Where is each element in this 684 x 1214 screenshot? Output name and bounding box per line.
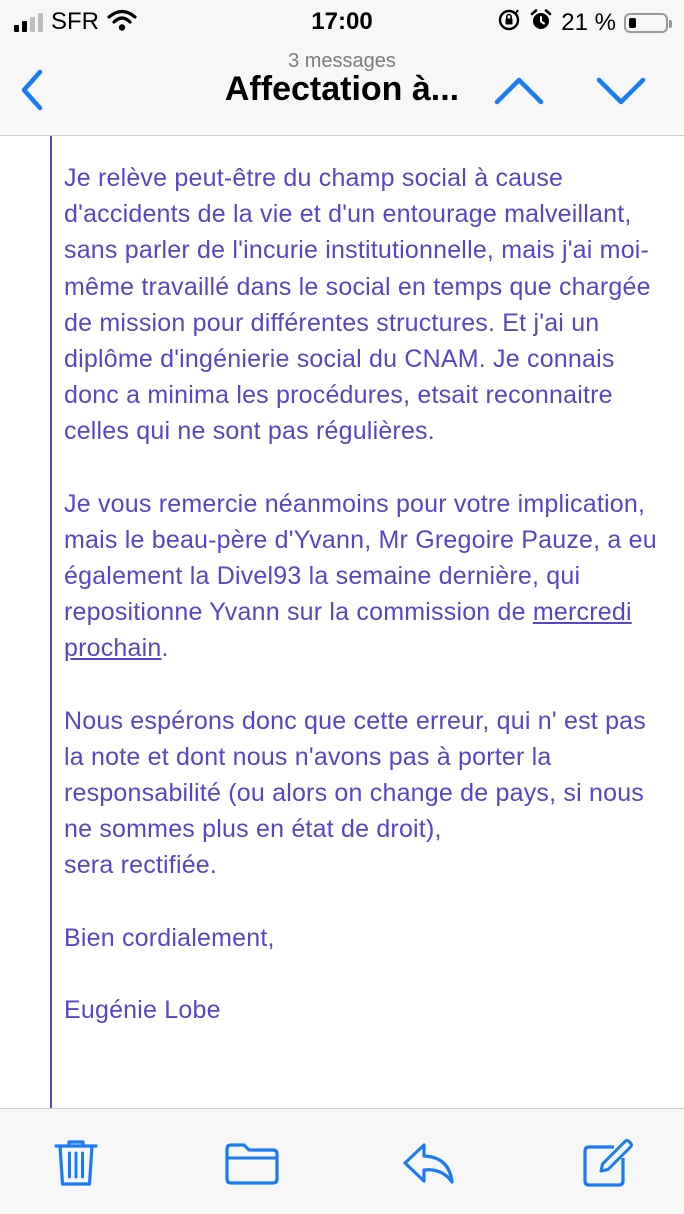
- email-content[interactable]: [0, 136, 684, 1108]
- email-body: [64, 160, 664, 1028]
- page-title: Affectation à...: [224, 70, 460, 108]
- bottom-toolbar: [0, 1108, 684, 1214]
- next-message-button[interactable]: [594, 72, 648, 110]
- paragraph-3: [64, 703, 664, 884]
- status-bar: [0, 0, 684, 46]
- chevron-down-icon: [594, 72, 648, 110]
- date-link[interactable]: mercredi prochain: [64, 598, 632, 663]
- alarm-icon: [529, 8, 553, 37]
- carrier-name: SFR: [51, 8, 99, 35]
- previous-message-button[interactable]: [492, 72, 546, 110]
- paragraph-2-end: .: [161, 634, 169, 663]
- trash-icon: [48, 1137, 104, 1189]
- paragraph-3-line-1: Nous espérons donc que cette erreur, qui n' est pas la note et dont nous n'avons pas à porter la responsabilité (ou alors on change de pays, si nous ne sommes plus en état de droit),: [64, 706, 646, 844]
- battery-level-fill: [629, 18, 636, 28]
- message-count: 3 messages: [288, 50, 396, 72]
- reply-icon: [400, 1137, 458, 1189]
- reply-button[interactable]: [400, 1137, 458, 1189]
- status-time: 17:00: [311, 8, 373, 35]
- status-right: [497, 8, 668, 37]
- quote-bar: [50, 136, 52, 1108]
- paragraph-2: [64, 486, 664, 667]
- battery-percent: 21 %: [561, 8, 616, 36]
- folder-icon: [222, 1137, 282, 1189]
- compose-icon: [580, 1137, 636, 1189]
- closing: Bien cordialement,: [64, 923, 275, 952]
- paragraph-2-text: Je vous remercie néanmoins pour votre implication, mais le beau-père d'Yvann, Mr Gregoire Pauze, a eu également la Divel93 la semaine dernière, qui repositionne Yvann sur la commission de: [64, 489, 657, 627]
- chevron-up-icon: [492, 72, 546, 110]
- paragraph-1: Je relève peut-être du champ social à cause d'accidents de la vie et d'un entourage malveillant, sans parler de l'incurie institutionnelle, mais j'ai moi-même travaillé dans le social en temps que chargée de mission pour différentes structures. Et j'ai un diplôme d'ingénierie social du CNAM. Je connais donc a minima les procédures, etsait reconnaitre celles qui ne sont pas régulières.: [64, 164, 651, 446]
- delete-button[interactable]: [48, 1137, 104, 1189]
- paragraph-3-line-2: sera rectifiée.: [64, 851, 218, 880]
- navigation-bar: [0, 46, 684, 136]
- compose-button[interactable]: [580, 1137, 636, 1189]
- move-to-folder-button[interactable]: [222, 1137, 282, 1189]
- signature: Eugénie Lobe: [64, 995, 221, 1024]
- battery-icon: [624, 13, 668, 33]
- orientation-lock-icon: [497, 8, 521, 37]
